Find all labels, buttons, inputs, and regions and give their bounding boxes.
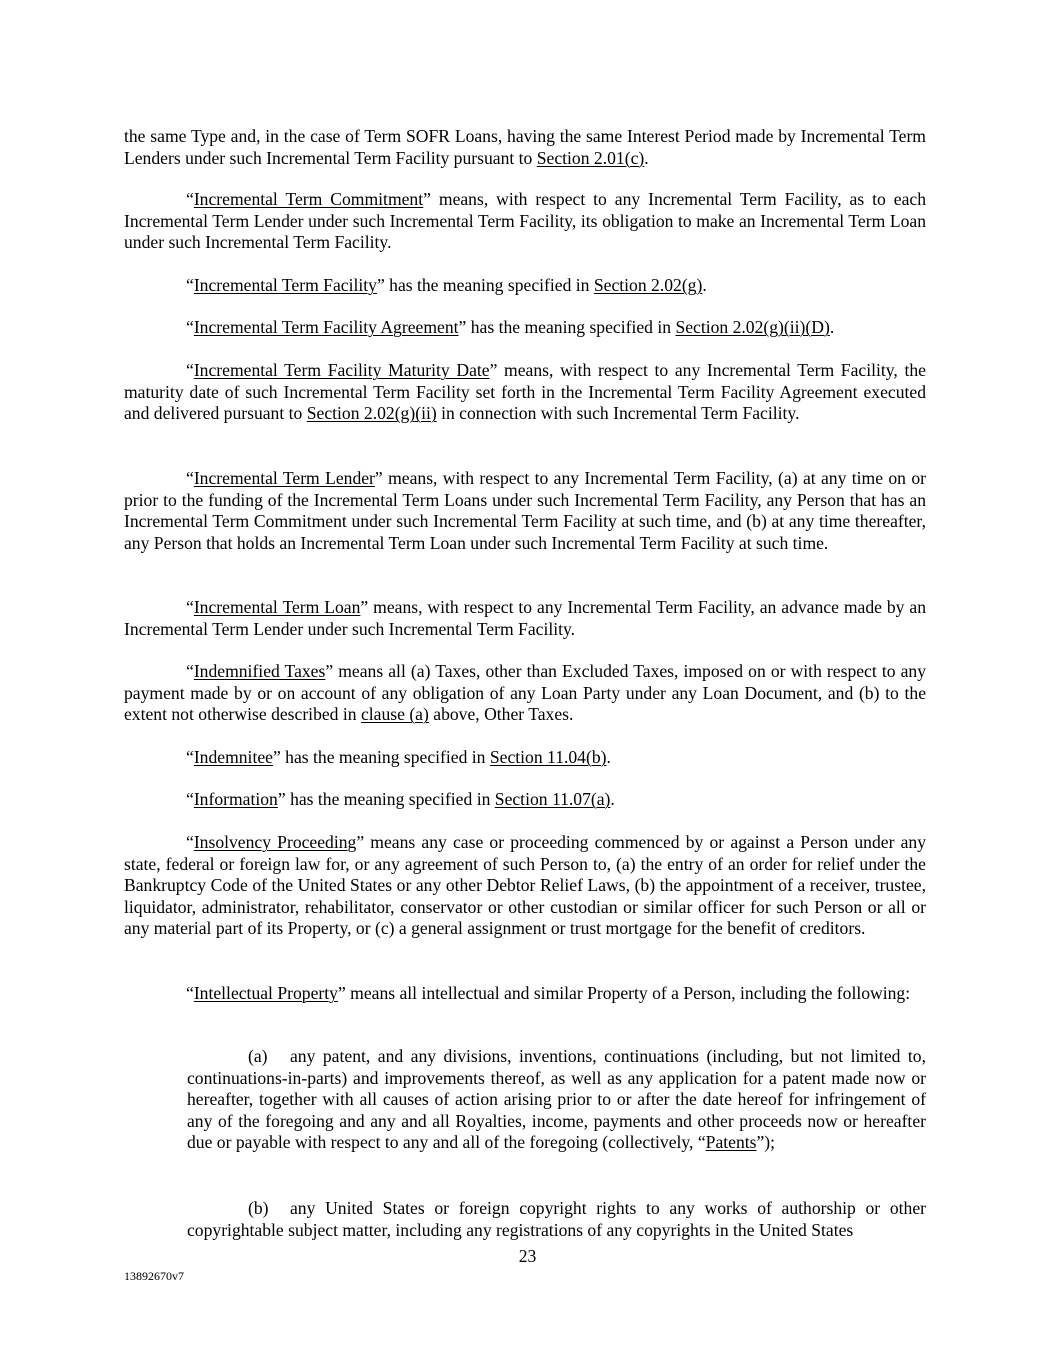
defined-term: Insolvency Proceeding	[193, 832, 357, 852]
cross-reference: clause (a)	[360, 704, 429, 725]
clause-label: (a)	[248, 1046, 268, 1066]
definition-incremental-term-lender: “Incremental Term Lender” means, with respect to any Incremental Term Facility, (a) at any time on or prior to the funding of the Incremental Term Loans under such Incremental Term Facility, any Person that has an Incremental Term Commitment under such Incremental Term Facility at such time, and (b) at any time thereafter, any Person that holds an Incremental Term Loan under such Incremental Term Facility at such time.	[124, 468, 926, 553]
definition-intellectual-property: “Intellectual Property” means all intellectual and similar Property of a Person, including the following:	[186, 983, 911, 1003]
definition-incremental-term-facility: “Incremental Term Facility” has the meaning specified in Section 2.02(g).	[186, 275, 707, 295]
cross-reference: Section 2.02(g)(ii)	[306, 403, 437, 424]
page-number: 23	[518, 1246, 537, 1266]
defined-term: Incremental Term Facility Maturity Date	[193, 360, 490, 380]
definition-indemnified-taxes: “Indemnified Taxes” means all (a) Taxes, other than Excluded Taxes, imposed on or with respect to any payment made by or on account of any obligation of any Loan Party under any Loan Document, and (b) to the extent not otherwise described in clause (a) above, Other Taxes.	[124, 661, 926, 725]
clause-a-patents: (a) any patent, and any divisions, inventions, continuations (including, but not limited to, continuations-in-parts) and improvements thereof, as well as any application for a patent made now or hereafter, together with all causes of action arising prior to or after the date hereof for infringement of any of the foregoing and any and all Royalties, income, payments and other proceeds now or hereafter due or payable with respect to any and all of the foregoing (collectively, “Patents”);	[187, 1046, 926, 1153]
defined-term: Indemnified Taxes	[193, 661, 326, 681]
defined-term: Indemnitee	[193, 747, 273, 767]
cross-reference: Section 2.01(c)	[536, 147, 645, 168]
defined-term: Patents	[705, 1132, 757, 1153]
defined-term: Information	[193, 789, 278, 809]
definition-information: “Information” has the meaning specified in Section 11.07(a).	[186, 789, 615, 809]
document-id: 13892670v7	[124, 1269, 184, 1283]
defined-term: Incremental Term Lender	[193, 468, 375, 488]
definition-incremental-term-facility-agreement: “Incremental Term Facility Agreement” has the meaning specified in Section 2.02(g)(ii)(D).	[186, 317, 835, 337]
cross-reference: Section 2.02(g)	[593, 275, 703, 295]
definition-insolvency-proceeding: “Insolvency Proceeding” means any case or proceeding commenced by or against a Person under any state, federal or foreign law for, or any agreement of such Person to, (a) the entry of an order for relief under the Bankruptcy Code of the United States or any other Debtor Relief Laws, (b) the appointment of a receiver, trustee, liquidator, administrator, rehabilitator, conservator or other custodian or similar officer for such Person or all or any material part of its Property, or (c) a general assignment or trust mortgage for the benefit of creditors.	[124, 832, 926, 939]
paragraph-continuation: the same Type and, in the case of Term SOFR Loans, having the same Interest Period made by Incremental Term Lenders under such Incremental Term Facility pursuant to Section 2.01(c).	[124, 126, 926, 168]
defined-term: Incremental Term Commitment	[193, 189, 424, 209]
clause-label: (b)	[248, 1198, 269, 1218]
cross-reference: Section 11.04(b)	[489, 747, 607, 767]
cross-reference: Section 2.02(g)(ii)(D)	[675, 317, 830, 337]
defined-term: Incremental Term Facility Agreement	[193, 317, 459, 337]
defined-term: Intellectual Property	[193, 983, 338, 1003]
cross-reference: Section 11.07(a)	[494, 789, 611, 809]
definition-incremental-term-commitment: “Incremental Term Commitment” means, with respect to any Incremental Term Facility, as to each Incremental Term Lender under such Incremental Term Facility, its obligation to make an Incremental Term Loan under such Incremental Term Facility.	[124, 189, 926, 253]
definition-incremental-term-loan: “Incremental Term Loan” means, with respect to any Incremental Term Facility, an advance made by an Incremental Term Lender under such Incremental Term Facility.	[124, 597, 926, 639]
clause-b-copyrights: (b) any United States or foreign copyright rights to any works of authorship or other copyrightable subject matter, including any registrations of any copyrights in the United States	[187, 1198, 926, 1240]
defined-term: Incremental Term Loan	[193, 597, 361, 617]
defined-term: Incremental Term Facility	[193, 275, 377, 295]
definition-indemnitee: “Indemnitee” has the meaning specified in Section 11.04(b).	[186, 747, 611, 767]
definition-incremental-term-facility-maturity-date: “Incremental Term Facility Maturity Date” means, with respect to any Incremental Term Facility, the maturity date of such Incremental Term Facility set forth in the Incremental Term Facility Agreement executed and delivered pursuant to Section 2.02(g)(ii) in connection with such Incremental Term Facility.	[124, 360, 926, 424]
